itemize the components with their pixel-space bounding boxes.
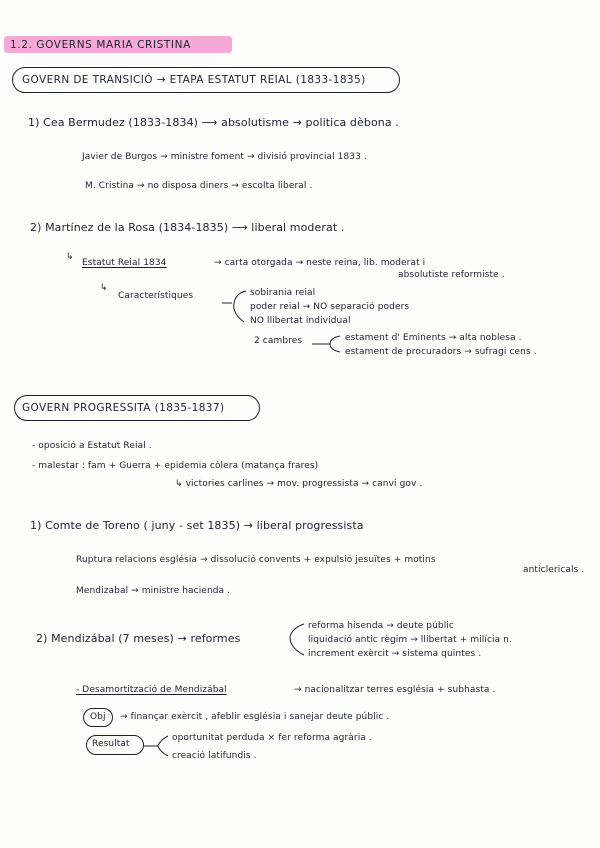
desamort-label: - Desamortització de Mendizábal: [76, 685, 227, 695]
guerra-note: ↳ victories carlines → mov. progressista → canvi gov .: [175, 479, 423, 489]
cambres-label: 2 cambres: [254, 336, 303, 346]
reformes-brace: [290, 624, 304, 655]
estatut-label: Estatut Reial 1834: [82, 258, 167, 268]
reforma-item: reforma hisenda → deute públic: [308, 621, 454, 631]
reforma-item: liquidació antic règim → llibertat + milícia n.: [308, 635, 512, 645]
page-title: 1.2. GOVERNS MARIA CRISTINA: [10, 39, 191, 51]
obj-text: → finançar exèrcit , afeblir església i sanejar deute públic .: [120, 712, 390, 722]
caract-item: NO llibertat individual: [250, 316, 351, 326]
caract-arrow-icon: ↳: [100, 283, 108, 293]
reforma-item: increment exèrcit → sistema quintes .: [308, 649, 482, 659]
obj-label: Obj: [90, 712, 106, 722]
s1-item2-line: 2) Martínez de la Rosa (1834-1835) ⟶ liberal moderat .: [30, 221, 345, 234]
s1-item1-sub2: M. Cristina → no disposa diners → escolta liberal .: [85, 181, 313, 191]
section2-heading: GOVERN PROGRESSITA (1835-1837): [22, 402, 225, 414]
estatut-rest: → carta otorgada → neste reina, lib. moderat i: [214, 258, 426, 268]
resultat-item: oportunitat perduda × fer reforma agrària .: [172, 733, 372, 743]
section1-heading: GOVERN DE TRANSICIÓ → ETAPA ESTATUT REIAL (1833-1835): [22, 74, 366, 86]
cambres-item: estament de procuradors → sufragi cens .: [345, 347, 537, 357]
s1-item1-sub1: Javier de Burgos → ministre foment → divisió provincial 1833 .: [82, 152, 367, 162]
s2-item1-sub1: Ruptura relacions església → dissolució convents + expulsió jesuïtes + motins: [76, 555, 436, 565]
resultat-item: creació latifundis .: [172, 751, 257, 761]
resultat-label: Resultat: [92, 739, 130, 749]
s2-item1-line: 1) Comte de Toreno ( juny - set 1835) → liberal progressista: [30, 519, 364, 532]
desamort-rest: → nacionalitzar terres església + subhasta .: [294, 685, 496, 695]
estatut-cont: absolutiste reformiste .: [398, 270, 505, 280]
s2-item1-sub2: Mendizabal → ministre hacienda .: [76, 586, 231, 596]
cambres-item: estament d' Eminents → alta noblesa .: [345, 333, 522, 343]
caract-item: poder reial → NO separació poders: [250, 302, 410, 312]
caract-item: sobirania reial: [250, 288, 316, 298]
s2-bullet: - malestar : fam + Guerra + epidemia còlera (matança frares): [32, 461, 319, 471]
s2-item1-sub1-cont: anticlericals .: [523, 565, 585, 575]
caract-brace: [234, 291, 246, 322]
s2-bullet: - oposició a Estatut Reial .: [32, 441, 152, 451]
cambres-brace: [330, 336, 340, 352]
resultat-brace: [158, 736, 168, 756]
s1-item1-line: 1) Cea Bermudez (1833-1834) ⟶ absolutisme → politica dèbona .: [28, 116, 399, 129]
caract-label: Característiques: [118, 291, 194, 301]
estatut-arrow-icon: ↳: [66, 252, 74, 262]
s2-item2-line: 2) Mendizábal (7 meses) → reformes: [36, 632, 241, 645]
